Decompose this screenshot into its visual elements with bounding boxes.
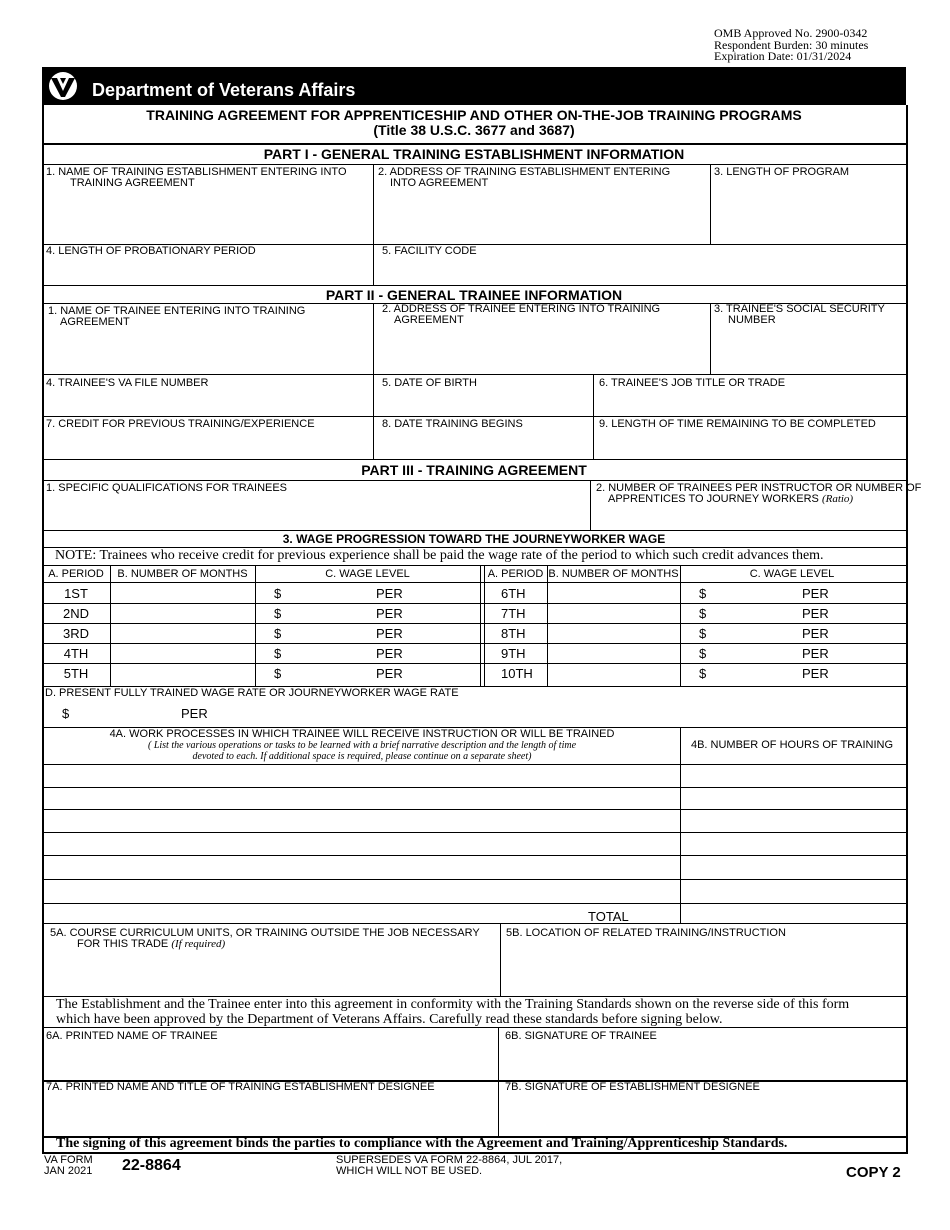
supersedes-line1: SUPERSEDES VA FORM 22-8864, JUL 2017, <box>336 1154 563 1166</box>
wage-per-left: PER <box>376 666 403 681</box>
wage-unit-input-left[interactable] <box>408 644 478 662</box>
field7b-label: 7B. SIGNATURE OF ESTABLISHMENT DESIGNEE <box>505 1081 760 1093</box>
wage-per-right: PER <box>802 606 829 621</box>
job-title-input[interactable] <box>598 392 902 414</box>
wage-per-left: PER <box>376 646 403 661</box>
header-bar <box>42 67 906 105</box>
wage-period-right: 6TH <box>501 586 526 601</box>
wage-period-right: 10TH <box>501 666 533 681</box>
wage-dollar-right: $ <box>699 666 707 681</box>
wage-per-left: PER <box>376 626 403 641</box>
field6a-label: 6A. PRINTED NAME OF TRAINEE <box>46 1030 218 1042</box>
omb-block <box>714 28 868 63</box>
present-rate-label: D. PRESENT FULLY TRAINED WAGE RATE OR JOURNEYWORKER WAGE RATE <box>45 687 459 699</box>
wage-dollar-left: $ <box>274 606 282 621</box>
work-process-input[interactable] <box>46 810 676 831</box>
wage-months-input-right[interactable] <box>549 584 678 602</box>
omb-number: OMB Approved No. 2900-0342 <box>714 26 868 40</box>
training-hours-input[interactable] <box>684 765 902 786</box>
wage-per-left: PER <box>376 586 403 601</box>
training-hours-input[interactable] <box>684 810 902 831</box>
wage-dollar-right: $ <box>699 626 707 641</box>
part2-field2-label: 2. ADDRESS OF TRAINEE ENTERING INTO TRAINING AGREEMENT <box>382 303 661 326</box>
field5b-label: 5B. LOCATION OF RELATED TRAINING/INSTRUCTION <box>506 927 786 939</box>
agreement-statement <box>56 997 849 1027</box>
w4a-label: 4A. WORK PROCESSES IN WHICH TRAINEE WILL RECEIVE INSTRUCTION OR WILL BE TRAINED <box>109 728 615 740</box>
wage-dollar-left: $ <box>274 586 282 601</box>
form-number: 22-8864 <box>122 1157 181 1174</box>
wage-period-left: 5TH <box>63 666 89 681</box>
total-label: TOTAL <box>588 909 629 924</box>
wage-amount-input-left[interactable] <box>286 624 372 642</box>
part2-field5-label: 5. DATE OF BIRTH <box>382 377 477 389</box>
wage-period-left: 3RD <box>62 626 89 641</box>
trainee-ssn-input[interactable] <box>714 330 902 370</box>
wage-per-right: PER <box>802 666 829 681</box>
establishment-name-input[interactable] <box>46 190 368 240</box>
wage-heading: 3. WAGE PROGRESSION TOWARD THE JOURNEYWORKER WAGE <box>282 532 666 546</box>
wage-amount-input-left[interactable] <box>286 604 372 622</box>
present-rate-amount-input[interactable] <box>75 703 175 723</box>
form-label <box>44 1155 93 1177</box>
wage-months-input-left[interactable] <box>112 664 253 685</box>
wage-months-input-left[interactable] <box>112 644 253 662</box>
form-label-text: VA FORM <box>44 1154 93 1166</box>
wage-period-right: 9TH <box>501 646 526 661</box>
department-name: Department of Veterans Affairs <box>92 80 356 100</box>
part2-field1-label: 1. NAME OF TRAINEE ENTERING INTO TRAINING AGREEMENT <box>48 305 306 328</box>
wage-dollar-right: $ <box>699 606 707 621</box>
wage-note: NOTE: Trainees who receive credit for previous experience shall be paid the wage rate of the period to which such credit advances them. <box>55 548 824 563</box>
work-process-input[interactable] <box>46 765 676 786</box>
training-hours-input[interactable] <box>684 856 902 878</box>
part2-field3-label: 3. TRAINEE'S SOCIAL SECURITY NUMBER <box>714 303 885 326</box>
wage-unit-input-right[interactable] <box>834 664 902 685</box>
wage-per-right: PER <box>802 626 829 641</box>
ratio-input[interactable] <box>596 507 902 527</box>
trainee-signature-input[interactable] <box>504 1046 902 1076</box>
part1-field4-label: 4. LENGTH OF PROBATIONARY PERIOD <box>46 245 256 257</box>
statement-line1: The Establishment and the Trainee enter into this agreement in conformity with the Training Standards shown on the reverse side of this form <box>56 997 850 1012</box>
wage-dollar-right: $ <box>699 646 707 661</box>
part1-field1-label: 1. NAME OF TRAINING ESTABLISHMENT ENTERING INTO TRAINING AGREEMENT <box>46 166 347 189</box>
wage-unit-input-left[interactable] <box>408 604 478 622</box>
wage-unit-input-right[interactable] <box>834 644 902 662</box>
wage-months-input-right[interactable] <box>549 624 678 642</box>
col-b-header-right: B. NUMBER OF MONTHS <box>548 568 679 580</box>
part2-field8-label: 8. DATE TRAINING BEGINS <box>382 418 523 430</box>
wage-unit-input-right[interactable] <box>834 584 902 602</box>
wage-months-input-left[interactable] <box>112 584 253 602</box>
field5a-label: 5A. COURSE CURRICULUM UNITS, OR TRAINING OUTSIDE THE JOB NECESSARY FOR THIS TRADE (If required) <box>50 927 480 950</box>
probationary-period-input[interactable] <box>46 260 368 282</box>
wage-unit-input-left[interactable] <box>408 584 478 602</box>
designee-signature-input[interactable] <box>504 1097 902 1133</box>
part1-heading: PART I - GENERAL TRAINING ESTABLISHMENT INFORMATION <box>263 146 685 162</box>
col-a-header-right: A. PERIOD <box>487 568 544 580</box>
form-title-main: TRAINING AGREEMENT FOR APPRENTICESHIP AND OTHER ON-THE-JOB TRAINING PROGRAMS <box>146 107 802 123</box>
wage-amount-input-right[interactable] <box>712 664 798 685</box>
curriculum-units-input[interactable] <box>46 954 496 992</box>
designee-printed-name-input[interactable] <box>46 1097 494 1133</box>
binding-statement: The signing of this agreement binds the parties to compliance with the Agreement and Training/Apprenticeship Standards. <box>56 1136 788 1151</box>
wage-amount-input-left[interactable] <box>286 664 372 685</box>
training-begin-date-input[interactable] <box>378 433 588 455</box>
wage-months-input-right[interactable] <box>549 604 678 622</box>
establishment-address-input[interactable] <box>378 190 706 240</box>
supersedes-note <box>336 1155 562 1177</box>
wage-amount-input-right[interactable] <box>712 604 798 622</box>
part3-heading: PART III - TRAINING AGREEMENT <box>361 462 587 478</box>
form-title-sub: (Title 38 U.S.C. 3677 and 3687) <box>373 122 575 138</box>
part2-field6-label: 6. TRAINEE'S JOB TITLE OR TRADE <box>599 377 786 389</box>
part2-field7-label: 7. CREDIT FOR PREVIOUS TRAINING/EXPERIENCE <box>46 418 315 430</box>
present-rate-dollar: $ <box>62 706 70 721</box>
field6b-label: 6B. SIGNATURE OF TRAINEE <box>505 1030 657 1042</box>
wage-period-right: 8TH <box>501 626 526 641</box>
date-of-birth-input[interactable] <box>378 392 588 414</box>
present-rate-per: PER <box>181 706 208 721</box>
wage-per-right: PER <box>802 646 829 661</box>
work-process-input[interactable] <box>46 856 676 878</box>
statement-line2: which have been approved by the Department of Veterans Affairs. Carefully read these standards before signing below. <box>56 1012 723 1027</box>
col-c-header-right: C. WAGE LEVEL <box>749 568 835 580</box>
part2-field9-label: 9. LENGTH OF TIME REMAINING TO BE COMPLETED <box>599 418 876 430</box>
total-hours-input[interactable] <box>684 906 902 922</box>
col-a-header-left: A. PERIOD <box>48 568 104 580</box>
wage-per-right: PER <box>802 586 829 601</box>
wage-amount-input-left[interactable] <box>286 584 372 602</box>
wage-unit-input-left[interactable] <box>408 624 478 642</box>
col-c-header-left: C. WAGE LEVEL <box>325 568 410 580</box>
part3-field1-label: 1. SPECIFIC QUALIFICATIONS FOR TRAINEES <box>46 482 288 494</box>
wage-period-left: 2ND <box>62 606 89 621</box>
part2-field4-label: 4. TRAINEE'S VA FILE NUMBER <box>46 377 209 389</box>
wage-period-right: 7TH <box>501 606 526 621</box>
wage-dollar-left: $ <box>274 666 282 681</box>
trainee-printed-name-input[interactable] <box>46 1046 494 1076</box>
omb-expiration: Expiration Date: 01/31/2024 <box>714 49 852 63</box>
wage-months-input-left[interactable] <box>112 604 253 622</box>
wage-dollar-right: $ <box>699 586 707 601</box>
wage-months-input-left[interactable] <box>112 624 253 642</box>
wage-unit-input-right[interactable] <box>834 624 902 642</box>
va-file-number-input[interactable] <box>46 392 368 414</box>
training-location-input[interactable] <box>504 944 902 992</box>
omb-burden: Respondent Burden: 30 minutes <box>714 37 869 52</box>
previous-credit-input[interactable] <box>46 433 368 455</box>
specific-qualifications-input[interactable] <box>46 497 586 527</box>
trainee-name-input[interactable] <box>46 330 368 370</box>
va-logo-icon <box>46 71 80 101</box>
work-process-input[interactable] <box>46 880 676 902</box>
wage-amount-input-right[interactable] <box>712 624 798 642</box>
wage-amount-input-left[interactable] <box>286 644 372 662</box>
wage-months-input-right[interactable] <box>549 644 678 662</box>
part1-field5-label: 5. FACILITY CODE <box>382 245 477 257</box>
form-title <box>44 108 904 138</box>
part2-heading: PART II - GENERAL TRAINEE INFORMATION <box>325 287 623 303</box>
wage-amount-input-right[interactable] <box>712 584 798 602</box>
wage-months-input-right[interactable] <box>549 664 678 685</box>
time-remaining-input[interactable] <box>598 433 902 455</box>
part1-field2-label: 2. ADDRESS OF TRAINING ESTABLISHMENT ENTERING INTO AGREEMENT <box>378 166 671 189</box>
wage-period-left: 1ST <box>64 586 88 601</box>
program-length-input[interactable] <box>714 180 902 240</box>
training-hours-input[interactable] <box>684 788 902 808</box>
copy-label: COPY 2 <box>846 1164 901 1181</box>
wage-dollar-left: $ <box>274 626 282 641</box>
form-date: JAN 2021 <box>44 1165 93 1177</box>
facility-code-input[interactable] <box>378 260 900 282</box>
w4a-note1: ( List the various operations or tasks to be learned with a brief narrative description and the length of time <box>147 740 577 751</box>
w4a-note2: devoted to each. If additional space is required, please continue on a separate sheet) <box>192 751 532 762</box>
supersedes-line2: WHICH WILL NOT BE USED. <box>336 1165 483 1177</box>
work-process-input[interactable] <box>46 788 676 808</box>
work-process-input[interactable] <box>46 833 676 854</box>
wage-per-left: PER <box>376 606 403 621</box>
work-processes-header <box>44 728 680 762</box>
field7a-label: 7A. PRINTED NAME AND TITLE OF TRAINING ESTABLISHMENT DESIGNEE <box>46 1081 435 1093</box>
col-b-header-left: B. NUMBER OF MONTHS <box>117 568 248 580</box>
w4b-label: 4B. NUMBER OF HOURS OF TRAINING <box>690 739 894 751</box>
wage-period-left: 4TH <box>63 646 89 661</box>
trainee-address-input[interactable] <box>378 330 706 370</box>
part3-field2-label: 2. NUMBER OF TRAINEES PER INSTRUCTOR OR NUMBER OF APPRENTICES TO JOURNEY WORKERS (Ratio) <box>596 482 922 505</box>
wage-unit-input-left[interactable] <box>408 664 478 685</box>
training-hours-input[interactable] <box>684 833 902 854</box>
present-rate-unit-input[interactable] <box>215 703 365 723</box>
wage-unit-input-right[interactable] <box>834 604 902 622</box>
training-hours-input[interactable] <box>684 880 902 902</box>
part1-field3-label: 3. LENGTH OF PROGRAM <box>714 166 850 178</box>
wage-dollar-left: $ <box>274 646 282 661</box>
wage-amount-input-right[interactable] <box>712 644 798 662</box>
